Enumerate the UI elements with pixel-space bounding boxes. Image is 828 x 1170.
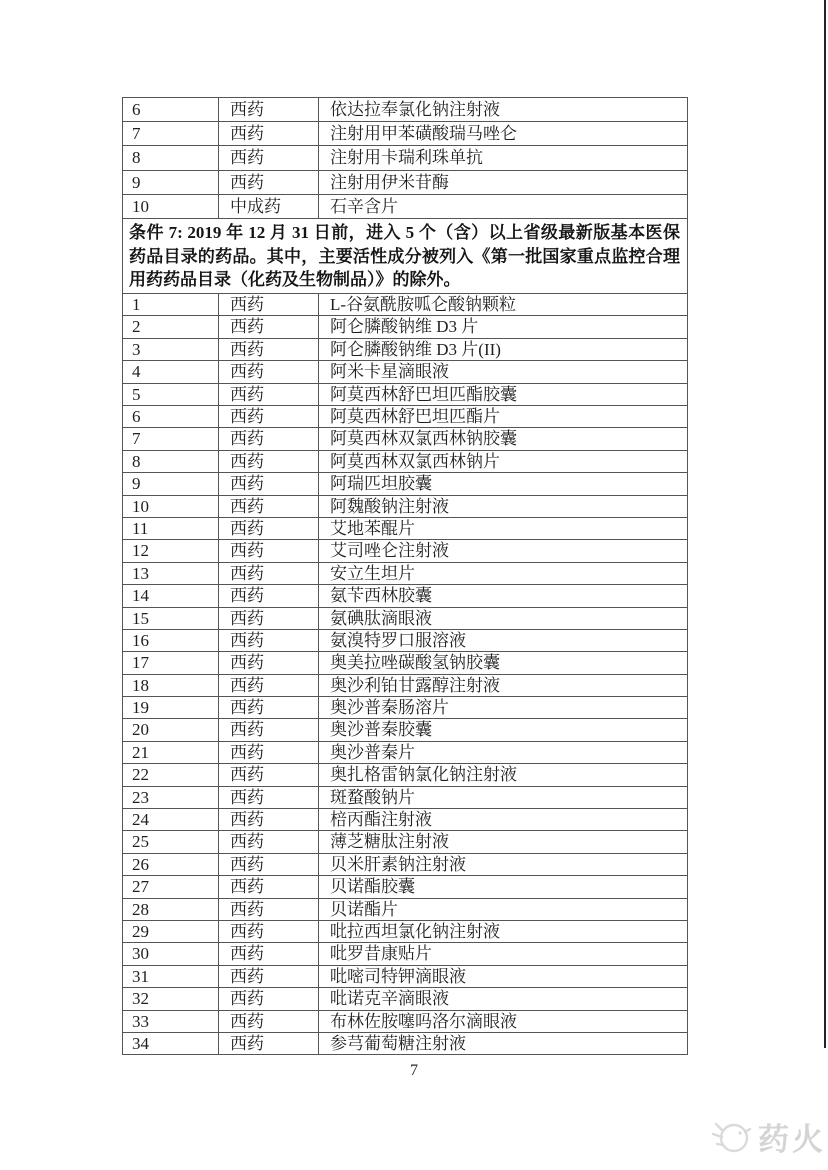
row-number-cell: 10 [123, 496, 219, 517]
row-number-cell: 14 [123, 585, 219, 606]
table-row [123, 316, 687, 338]
drug-type-cell: 西药 [219, 384, 319, 405]
drug-type-cell: 西药 [219, 339, 319, 360]
drug-type-cell: 西药 [219, 630, 319, 651]
table-row [123, 361, 687, 383]
row-number-cell: 13 [123, 563, 219, 584]
drug-type-cell: 西药 [219, 854, 319, 875]
drug-name-cell: 奥沙普秦肠溶片 [330, 698, 449, 718]
table-row [123, 966, 687, 988]
drug-name-cell: 吡诺克辛滴眼液 [330, 989, 449, 1009]
drug-type-cell: 西药 [219, 98, 319, 121]
drug-name-cell: 艾地苯醌片 [330, 518, 415, 538]
drug-type-cell: 西药 [219, 742, 319, 763]
page-edge-scan-line [824, 0, 826, 1048]
row-number-cell: 26 [123, 854, 219, 875]
drug-type-cell: 西药 [219, 899, 319, 920]
drug-name-cell: 安立生坦片 [330, 563, 415, 583]
row-number-cell: 7 [123, 428, 219, 449]
row-number-cell: 32 [123, 988, 219, 1009]
table-row [123, 406, 687, 428]
drug-name-cell: 阿莫西林双氯西林钠胶囊 [330, 429, 517, 449]
row-number-cell: 1 [123, 294, 219, 315]
row-number-cell: 16 [123, 630, 219, 651]
drug-name-cell: L-谷氨酰胺呱仑酸钠颗粒 [330, 295, 517, 315]
row-number-cell: 18 [123, 675, 219, 696]
drug-type-cell: 西药 [219, 294, 319, 315]
table-row [123, 473, 687, 495]
drug-type-cell: 西药 [219, 171, 319, 194]
table-row [123, 384, 687, 406]
watermark-brand-text: 药火 [758, 1122, 826, 1157]
table-row [123, 146, 687, 170]
drug-name-cell: 吡罗昔康贴片 [330, 944, 432, 964]
row-number-cell: 28 [123, 899, 219, 920]
drug-type-cell: 西药 [219, 809, 319, 830]
drug-name-cell: 阿莫西林双氯西林钠片 [330, 451, 500, 471]
table-row [123, 1011, 687, 1033]
drug-type-cell: 西药 [219, 787, 319, 808]
row-number-cell: 21 [123, 742, 219, 763]
row-number-cell: 8 [123, 451, 219, 472]
drug-type-cell: 西药 [219, 518, 319, 539]
table-row [123, 809, 687, 831]
table-row [123, 195, 687, 219]
drug-type-cell: 西药 [219, 540, 319, 561]
table-row [123, 585, 687, 607]
row-number-cell: 3 [123, 339, 219, 360]
drug-name-cell: 阿莫西林舒巴坦匹酯片 [330, 407, 500, 426]
drug-type-cell: 西药 [219, 496, 319, 517]
drug-type-cell: 西药 [219, 675, 319, 696]
row-number-cell: 33 [123, 1011, 219, 1032]
row-number-cell: 7 [123, 122, 219, 145]
row-number-cell: 9 [123, 171, 219, 194]
drug-name-cell: 注射用甲苯磺酸瑞马唑仑 [330, 124, 517, 144]
table-row [123, 854, 687, 876]
drug-name-cell: 参芎葡萄糖注射液 [330, 1033, 466, 1053]
drug-type-cell: 西药 [219, 1011, 319, 1032]
drug-name-cell: 布林佐胺噻吗洛尔滴眼液 [330, 1011, 517, 1031]
row-number-cell: 6 [123, 406, 219, 427]
drug-name-cell: 氨溴特罗口服溶液 [330, 630, 466, 650]
drug-type-cell: 西药 [219, 921, 319, 942]
drug-type-cell: 西药 [219, 428, 319, 449]
drug-name-cell: 奥沙普秦片 [330, 742, 415, 762]
row-number-cell: 15 [123, 608, 219, 629]
row-number-cell: 23 [123, 787, 219, 808]
drug-type-cell: 西药 [219, 406, 319, 427]
row-number-cell: 34 [123, 1033, 219, 1054]
drug-name-cell: 阿魏酸钠注射液 [330, 496, 449, 516]
table-row [123, 518, 687, 540]
drug-name-cell: 斑蝥酸钠片 [330, 787, 415, 807]
table-rows-continued [123, 98, 687, 219]
drug-name-cell: 奥沙利铂甘露醇注射液 [330, 675, 500, 695]
table-row [123, 451, 687, 473]
row-number-cell: 20 [123, 719, 219, 740]
drug-type-cell: 西药 [219, 451, 319, 472]
row-number-cell: 19 [123, 697, 219, 718]
drug-name-cell: 奥沙普秦胶囊 [330, 720, 432, 740]
row-number-cell: 22 [123, 764, 219, 785]
drug-type-cell: 西药 [219, 316, 319, 337]
table-row [123, 1033, 687, 1055]
table-row [123, 563, 687, 585]
drug-name-cell: 阿仑膦酸钠维 D3 片 [330, 317, 479, 337]
table-row [123, 899, 687, 921]
drug-name-cell: 贝诺酯片 [330, 899, 398, 919]
table-row [123, 171, 687, 195]
row-number-cell: 5 [123, 384, 219, 405]
table-row [123, 496, 687, 518]
drug-type-cell: 西药 [219, 943, 319, 964]
table-row [123, 876, 687, 898]
table-row [123, 764, 687, 786]
table-row [123, 98, 687, 122]
row-number-cell: 27 [123, 876, 219, 897]
table-row [123, 294, 687, 316]
row-number-cell: 10 [123, 195, 219, 218]
table-row [123, 608, 687, 630]
drug-type-cell: 西药 [219, 966, 319, 987]
drug-type-cell: 西药 [219, 1033, 319, 1054]
table-row [123, 428, 687, 450]
drug-name-cell: 氨碘肽滴眼液 [330, 608, 432, 628]
table-row [123, 831, 687, 853]
table-row [123, 630, 687, 652]
table-row [123, 122, 687, 146]
row-number-cell: 4 [123, 361, 219, 382]
row-number-cell: 31 [123, 966, 219, 987]
table-row [123, 943, 687, 965]
drug-name-cell: 注射用伊米苷酶 [330, 172, 449, 192]
drug-type-cell: 西药 [219, 831, 319, 852]
table-row [123, 540, 687, 562]
drug-name-cell: 阿莫西林舒巴坦匹酯胶囊 [330, 384, 517, 404]
drug-name-cell: 艾司唑仑注射液 [330, 541, 449, 561]
table-row [123, 697, 687, 719]
row-number-cell: 12 [123, 540, 219, 561]
table-row [123, 339, 687, 361]
table-row [123, 921, 687, 943]
condition-7-note: 条件 7: 2019 年 12 月 31 日前，进入 5 个（含）以上省级最新版基本医保药品目录的药品。其中，主要活性成分被列入《第一批国家重点监控合理用药药品目录（化药及生物制品）》的除外。 [123, 219, 687, 294]
row-number-cell: 8 [123, 146, 219, 169]
drug-name-cell: 奥美拉唑碳酸氢钠胶囊 [330, 653, 500, 673]
drug-type-cell: 西药 [219, 122, 319, 145]
drug-name-cell: 阿米卡星滴眼液 [330, 362, 449, 382]
table-row [123, 742, 687, 764]
row-number-cell: 25 [123, 831, 219, 852]
table-row [123, 675, 687, 697]
drug-name-cell: 贝米肝素钠注射液 [330, 854, 466, 874]
row-number-cell: 11 [123, 518, 219, 539]
drug-name-cell: 依达拉奉氯化钠注射液 [330, 100, 500, 119]
drug-name-cell: 吡拉西坦氯化钠注射液 [330, 921, 500, 941]
drug-type-cell: 西药 [219, 361, 319, 382]
watermark [704, 1111, 826, 1162]
row-number-cell: 2 [123, 316, 219, 337]
drug-type-cell: 西药 [219, 764, 319, 785]
table-row [123, 652, 687, 674]
drug-name-cell: 阿瑞匹坦胶囊 [330, 474, 432, 494]
drug-name-cell: 贝诺酯胶囊 [330, 877, 415, 897]
table-row [123, 719, 687, 741]
table-row [123, 988, 687, 1010]
drug-name-cell: 注射用卡瑞利珠单抗 [330, 148, 483, 168]
row-number-cell: 29 [123, 921, 219, 942]
drug-type-cell: 西药 [219, 652, 319, 673]
drug-type-cell: 西药 [219, 719, 319, 740]
table-rows-condition7 [123, 294, 687, 1055]
drug-list-table [122, 97, 688, 1055]
drug-type-cell: 西药 [219, 988, 319, 1009]
drug-name-cell: 棓丙酯注射液 [330, 810, 432, 830]
row-number-cell: 24 [123, 809, 219, 830]
drug-type-cell: 西药 [219, 563, 319, 584]
row-number-cell: 17 [123, 652, 219, 673]
drug-type-cell: 西药 [219, 585, 319, 606]
drug-type-cell: 西药 [219, 608, 319, 629]
drug-type-cell: 中成药 [219, 195, 319, 218]
row-number-cell: 6 [123, 98, 219, 121]
drug-type-cell: 西药 [219, 697, 319, 718]
drug-type-cell: 西药 [219, 876, 319, 897]
drug-type-cell: 西药 [219, 146, 319, 169]
page-number: 7 [410, 1062, 418, 1079]
drug-name-cell: 奥扎格雷钠氯化钠注射液 [330, 765, 517, 785]
chick-doodle-icon [704, 1111, 758, 1162]
row-number-cell: 9 [123, 473, 219, 494]
drug-name-cell: 吡嘧司特钾滴眼液 [330, 966, 466, 986]
table-row [123, 787, 687, 809]
drug-name-cell: 氨苄西林胶囊 [330, 586, 432, 606]
drug-name-cell: 薄芝糖肽注射液 [330, 832, 449, 852]
drug-name-cell: 阿仑膦酸钠维 D3 片(II) [330, 339, 501, 359]
drug-name-cell: 石辛含片 [330, 196, 398, 216]
row-number-cell: 30 [123, 943, 219, 964]
drug-type-cell: 西药 [219, 473, 319, 494]
